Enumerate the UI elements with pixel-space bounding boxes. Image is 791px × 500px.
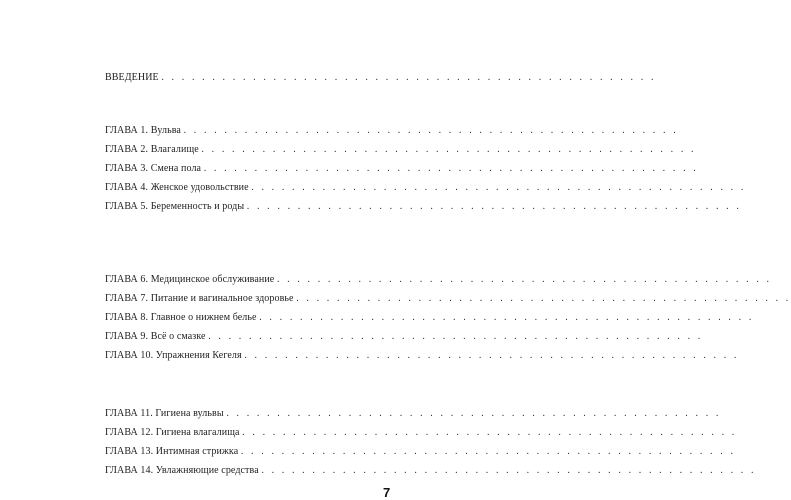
dot-leader: . . . . . . . . . . . . . . . . . . . . . . . . . . . . . . . . . . . . . . . . . . . . . . . . . xyxy=(203,163,699,174)
toc-entry-intro xyxy=(105,72,657,84)
dot-leader: . . . . . . . . . . . . . . . . . . . . . . . . . . . . . . . . . . . . . . . . . . . . . . . . . xyxy=(242,427,737,438)
toc-entry-chapter-7 xyxy=(105,293,791,305)
dot-leader: . . . . . . . . . . . . . . . . . . . . . . . . . . . . . . . . . . . . . . . . . . . . . . . . . xyxy=(201,144,697,155)
dot-leader: . . . . . . . . . . . . . . . . . . . . . . . . . . . . . . . . . . . . . . . . . . . . . . . . . xyxy=(226,408,722,419)
toc-entry-chapter-6 xyxy=(105,274,772,286)
toc-entry-chapter-13 xyxy=(105,446,736,458)
toc-entry-chapter-4 xyxy=(105,182,746,194)
dot-leader: . . . . . . . . . . . . . . . . . . . . . . . . . . . . . . . . . . . . . . . . . . . . . . . . . xyxy=(161,72,657,83)
dot-leader: . . . . . . . . . . . . . . . . . . . . . . . . . . . . . . . . . . . . . . . . . . . . . . . . . xyxy=(296,293,791,304)
toc-entry-label: ГЛАВА 14. Увлажняющие средства xyxy=(105,465,259,476)
toc-entry-label: ГЛАВА 8. Главное о нижнем белье xyxy=(105,312,257,323)
toc-entry-label: ГЛАВА 2. Влагалище xyxy=(105,144,199,155)
toc-entry-label: ГЛАВА 5. Беременность и роды xyxy=(105,201,245,212)
toc-entry-chapter-10 xyxy=(105,350,740,362)
toc-entry-label: ГЛАВА 1. Вульва xyxy=(105,125,181,136)
toc-entry-chapter-9 xyxy=(105,331,703,343)
toc-entry-label: ГЛАВА 13. Интимная стрижка xyxy=(105,446,239,457)
toc-entry-chapter-14 xyxy=(105,465,757,477)
page-number: 7 xyxy=(383,485,391,500)
dot-leader: . . . . . . . . . . . . . . . . . . . . . . . . . . . . . . . . . . . . . . . . . . . . . . . . . xyxy=(183,125,679,136)
dot-leader: . . . . . . . . . . . . . . . . . . . . . . . . . . . . . . . . . . . . . . . . . . . . . . . . . xyxy=(276,274,772,285)
dot-leader: . . . . . . . . . . . . . . . . . . . . . . . . . . . . . . . . . . . . . . . . . . . . . . . . . xyxy=(208,331,703,342)
toc-entry-label: ГЛАВА 3. Смена пола xyxy=(105,163,202,174)
toc-entry-label: ГЛАВА 6. Медицинское обслуживание xyxy=(105,274,275,285)
toc-entry-label: ГЛАВА 7. Питание и вагинальное здоровье xyxy=(105,293,294,304)
toc-entry-chapter-8 xyxy=(105,312,754,324)
toc-entry-chapter-12 xyxy=(105,427,737,439)
dot-leader: . . . . . . . . . . . . . . . . . . . . . . . . . . . . . . . . . . . . . . . . . . . . . . . . . xyxy=(240,446,736,457)
dot-leader: . . . . . . . . . . . . . . . . . . . . . . . . . . . . . . . . . . . . . . . . . . . . . . . . . xyxy=(244,350,740,361)
dot-leader: . . . . . . . . . . . . . . . . . . . . . . . . . . . . . . . . . . . . . . . . . . . . . . . . . xyxy=(251,182,746,193)
toc-entry-label: ГЛАВА 12. Гигиена влагалища xyxy=(105,427,240,438)
dot-leader: . . . . . . . . . . . . . . . . . . . . . . . . . . . . . . . . . . . . . . . . . . . . . . . . . xyxy=(246,201,742,212)
toc-entry-chapter-5 xyxy=(105,201,742,213)
toc-entry-chapter-11 xyxy=(105,408,722,420)
toc-entry-label: ГЛАВА 9. Всё о смазке xyxy=(105,331,206,342)
dot-leader: . . . . . . . . . . . . . . . . . . . . . . . . . . . . . . . . . . . . . . . . . . . . . . . . . xyxy=(261,465,757,476)
toc-entry-label: ВВЕДЕНИЕ xyxy=(105,72,159,83)
toc-entry-chapter-3 xyxy=(105,163,699,175)
toc-entry-label: ГЛАВА 4. Женское удовольствие xyxy=(105,182,249,193)
toc-entry-chapter-2 xyxy=(105,144,697,156)
dot-leader: . . . . . . . . . . . . . . . . . . . . . . . . . . . . . . . . . . . . . . . . . . . . . . . . . xyxy=(259,312,754,323)
toc-entry-chapter-1 xyxy=(105,125,679,137)
toc-entry-label: ГЛАВА 10. Упражнения Кегеля xyxy=(105,350,242,361)
toc-entry-label: ГЛАВА 11. Гигиена вульвы xyxy=(105,408,224,419)
